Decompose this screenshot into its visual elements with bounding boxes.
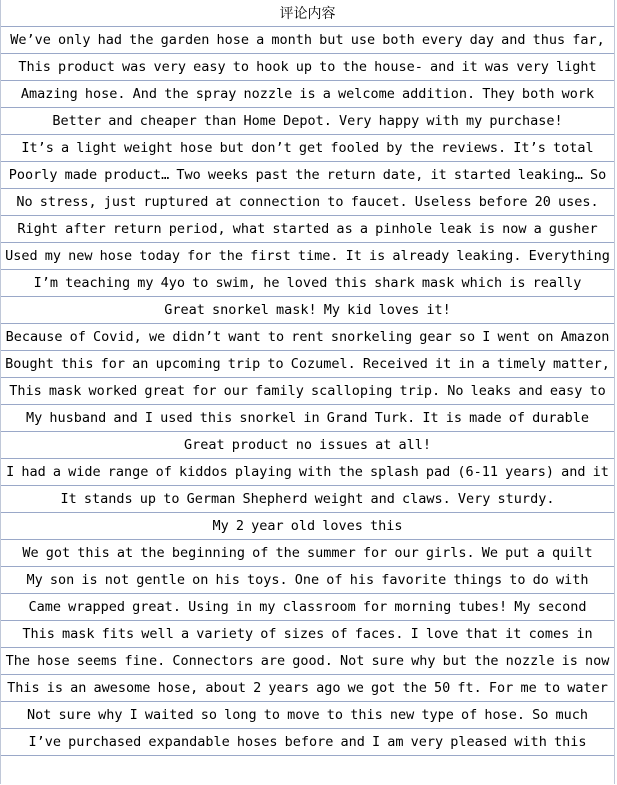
table-row[interactable]: [1, 297, 614, 324]
review-text: Poorly made product… Two weeks past the return date, it started leaking… So: [8, 167, 607, 183]
review-text: This mask fits well a variety of sizes of faces. I love that it comes in: [22, 626, 593, 642]
review-text: I had a wide range of kiddos playing with the splash pad (6-11 years) and it: [6, 464, 609, 480]
table-row[interactable]: [1, 729, 614, 756]
table-row[interactable]: [1, 108, 614, 135]
table-row[interactable]: [1, 405, 614, 432]
table-row[interactable]: [1, 243, 614, 270]
review-text: This product was very easy to hook up to the house- and it was very light: [18, 59, 597, 75]
table-row[interactable]: [1, 270, 614, 297]
review-text: This is an awesome hose, about 2 years ago we got the 50 ft. For me to water: [7, 680, 608, 696]
review-text: My husband and I used this snorkel in Grand Turk. It is made of durable: [25, 410, 590, 426]
table-row[interactable]: [1, 54, 614, 81]
review-text: It’s a light weight hose but don’t get fooled by the reviews. It’s total: [21, 140, 594, 156]
table-row[interactable]: [1, 189, 614, 216]
review-text: Amazing hose. And the spray nozzle is a welcome addition. They both work: [20, 86, 595, 102]
review-text: We got this at the beginning of the summer for our girls. We put a quilt: [22, 545, 593, 561]
table-row[interactable]: [1, 594, 614, 621]
review-text: I’ve purchased expandable hoses before and I am very pleased with this: [28, 734, 587, 750]
table-body: [1, 27, 614, 756]
table-row[interactable]: [1, 621, 614, 648]
table-row[interactable]: [1, 702, 614, 729]
column-header: 评论内容: [1, 0, 614, 27]
table-row[interactable]: [1, 135, 614, 162]
review-text: It stands up to German Shepherd weight and claws. Very sturdy.: [60, 490, 555, 507]
table-row[interactable]: [1, 81, 614, 108]
review-text: Great snorkel mask! My kid loves it!: [164, 301, 451, 318]
review-text: Better and cheaper than Home Depot. Very happy with my purchase!: [52, 112, 563, 129]
review-text: The hose seems fine. Connectors are good. Not sure why but the nozzle is now: [5, 653, 610, 669]
review-text: Came wrapped great. Using in my classroom for morning tubes! My second: [28, 599, 587, 615]
table-row[interactable]: [1, 567, 614, 594]
review-text: My son is not gentle on his toys. One of his favorite things to do with: [26, 572, 589, 588]
review-text: Not sure why I waited so long to move to this new type of hose. So much: [26, 707, 589, 723]
review-text: I’m teaching my 4yo to swim, he loved this shark mask which is really: [33, 275, 582, 291]
table-row[interactable]: [1, 486, 614, 513]
table-row[interactable]: [1, 513, 614, 540]
table-row[interactable]: [1, 378, 614, 405]
review-text: Great product no issues at all!: [184, 436, 431, 453]
review-text: Bought this for an upcoming trip to Cozumel. Received it in a timely matter,: [5, 356, 610, 372]
table-row[interactable]: [1, 540, 614, 567]
review-text: Right after return period, what started as a pinhole leak is now a gusher: [17, 220, 598, 237]
table-row[interactable]: [1, 351, 614, 378]
review-text: My 2 year old loves this: [212, 517, 403, 534]
review-text: We’ve only had the garden hose a month but use both every day and thus far,: [10, 32, 605, 48]
review-text: Because of Covid, we didn’t want to rent snorkeling gear so I went on Amazon: [5, 329, 610, 345]
table-row[interactable]: [1, 459, 614, 486]
table-row[interactable]: [1, 432, 614, 459]
table-row[interactable]: [1, 216, 614, 243]
table-row[interactable]: [1, 648, 614, 675]
review-text: Used my new hose today for the first time. It is already leaking. Everything: [5, 248, 610, 264]
review-text: No stress, just ruptured at connection to faucet. Useless before 20 uses.: [16, 194, 599, 210]
table-row[interactable]: [1, 27, 614, 54]
table-row[interactable]: [1, 162, 614, 189]
table-row[interactable]: [1, 324, 614, 351]
table-row[interactable]: [1, 675, 614, 702]
review-text: This mask worked great for our family scalloping trip. No leaks and easy to: [9, 383, 606, 399]
